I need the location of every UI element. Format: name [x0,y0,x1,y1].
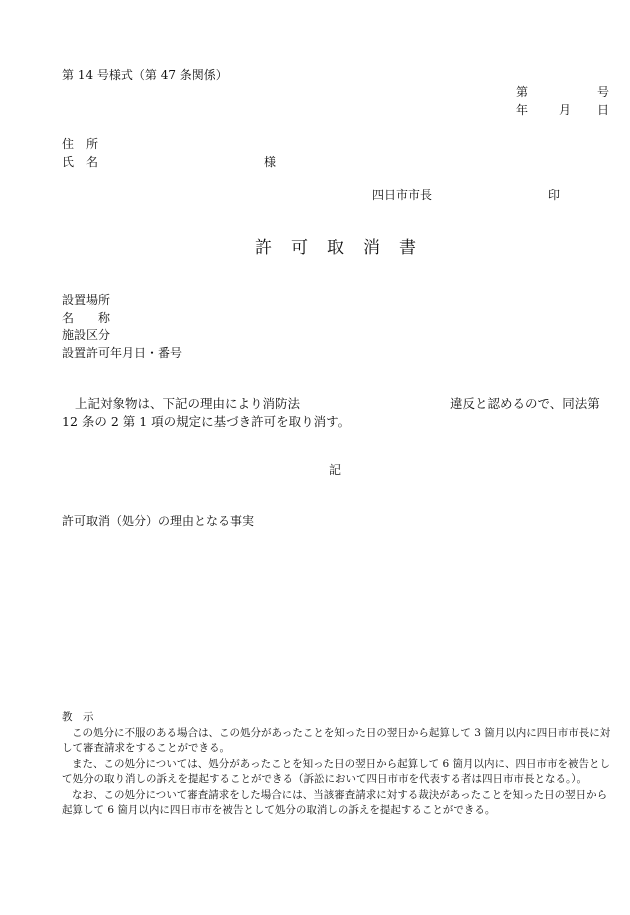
issuer: 四日市市長 [372,188,433,202]
kyoji-heading: 教 示 [62,711,94,723]
title-char: 取 [327,238,344,258]
body-line1-a: 上記対象物は、下記の理由により消防法 [75,396,301,411]
field-location: 設置場所 [62,293,111,307]
date-day: 日 [597,103,610,117]
kyoji-line: この処分に不服のある場合は、この処分があったことを知った日の翌日から起算して 3 箇月以内に四日市市長に対 [72,727,611,739]
form-label: 第 14 号様式（第 47 条関係） [62,68,228,82]
date-month: 月 [559,103,572,117]
kyoji-line: なお、この処分について審査請求をした場合には、当該審査請求に対する裁決があったことを知った日の翌日から [72,789,608,801]
kyoji-line: て処分の取り消しの訴えを提起することができる（訴訟において四日市市を代表する者は四日市市長となる。）。 [62,773,587,785]
title-char: 書 [399,238,416,258]
field-permit-date-number: 設置許可年月日・番号 [62,346,183,360]
title-char: 許 [255,238,272,258]
field-name: 名 称 [62,311,111,325]
body-line1-b: 違反と認めるので、同法第 [450,396,600,411]
doc-number-prefix: 第 [516,85,529,99]
ki-heading: 記 [329,463,342,477]
seal-mark: 印 [548,188,561,202]
name-label: 氏 名 [62,155,99,169]
title-char: 可 [291,238,308,258]
kyoji-line: また、この処分については、処分があったことを知った日の翌日から起算して 6 箇月以内に、四日市市を被告とし [72,758,611,770]
kyoji-line: して審査請求をすることができる。 [62,742,230,754]
reason-label: 許可取消（処分）の理由となる事実 [62,514,255,528]
doc-number-suffix: 号 [597,85,610,99]
field-facility-type: 施設区分 [62,328,111,342]
title-char: 消 [363,238,380,258]
address-label: 住 所 [62,137,99,151]
kyoji-line: 起算して 6 箇月以内に四日市市を被告として処分の取消しの訴えを提起することができる。 [62,804,496,816]
date-year: 年 [516,103,529,117]
honorific: 様 [264,155,277,169]
document-title [255,238,416,258]
body-line2: 12 条の 2 第 1 項の規定に基づき許可を取り消す。 [62,414,351,429]
